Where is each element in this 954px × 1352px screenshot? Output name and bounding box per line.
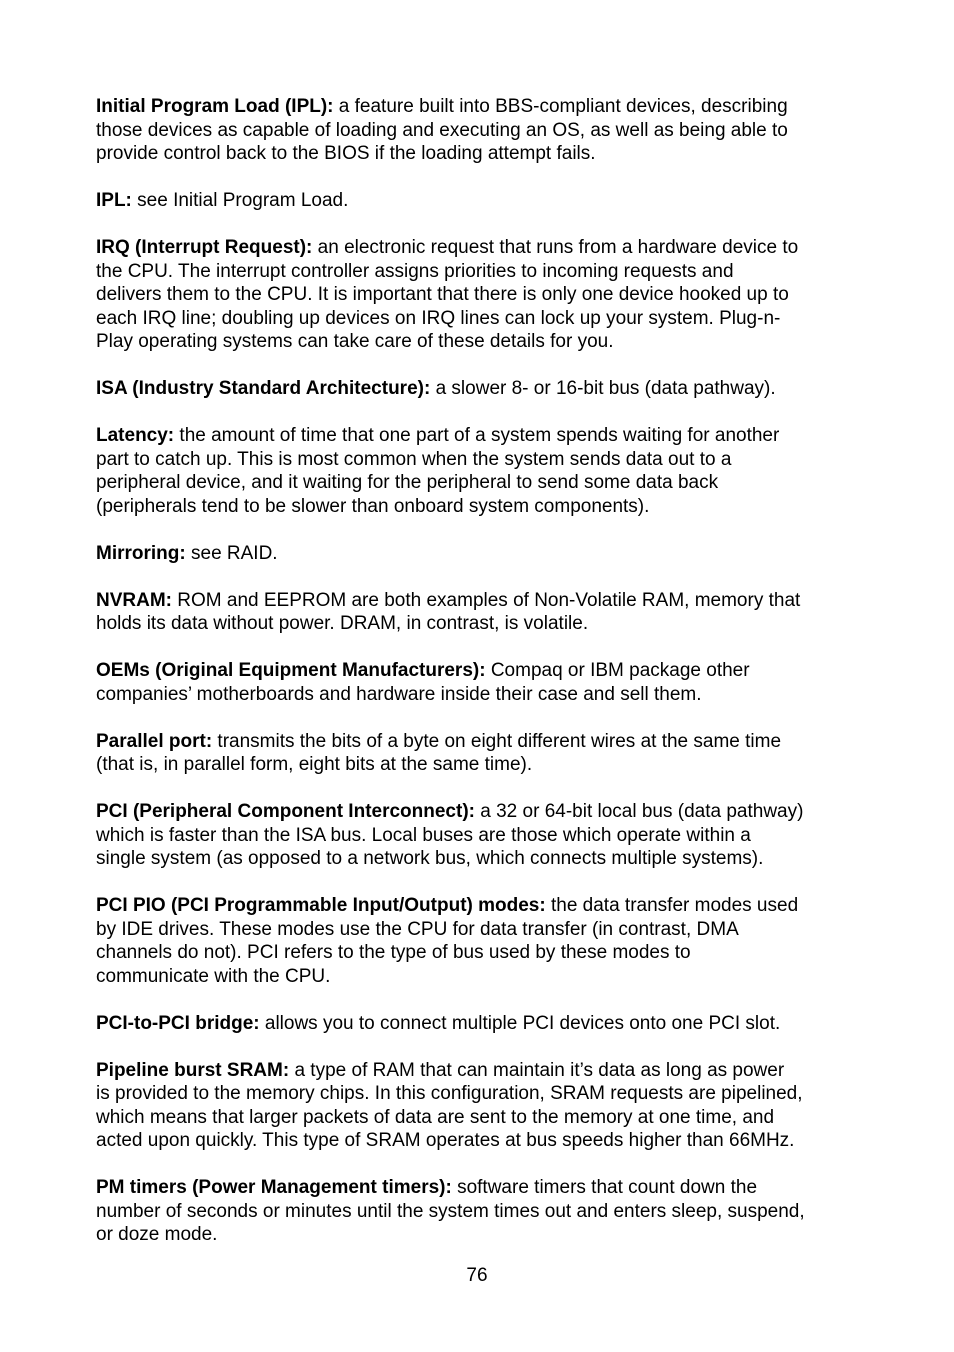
glossary-entry-pci — [96, 800, 871, 871]
glossary-definition: see RAID. — [185, 542, 278, 564]
glossary-entry-latency — [96, 424, 871, 518]
glossary-entry-oems — [96, 659, 871, 706]
glossary-entry-ipl-full — [96, 95, 871, 166]
glossary-entry-ipl — [96, 189, 871, 213]
glossary-definition: software timers that count down the number of seconds or minutes until the system times out and enters sleep, suspend, or doze mode. — [96, 1177, 805, 1245]
glossary-entry-pm-timers — [96, 1176, 871, 1247]
glossary-definition: see Initial Program Load. — [131, 190, 349, 211]
glossary-entry-irq — [96, 236, 871, 354]
glossary-entry-mirroring — [96, 542, 871, 566]
glossary-entry-isa — [96, 377, 871, 401]
glossary-definition: ROM and EEPROM are both examples of Non-Volatile RAM, memory that holds its data without power. DRAM, in contrast, is volatile. — [96, 589, 801, 634]
glossary-term: Pipeline burst SRAM: — [96, 1059, 290, 1081]
glossary-definition: Compaq or IBM package other companies’ motherboards and hardware inside their case and sell them. — [96, 660, 750, 705]
glossary-page — [96, 95, 871, 1270]
glossary-term: PCI-to-PCI bridge: — [96, 1012, 260, 1034]
glossary-definition: the data transfer modes used by IDE drives. These modes use the CPU for data transfer (in contrast, DMA channels do not). PCI refers to the type of bus used by these modes to communicate with the CPU. — [96, 895, 799, 987]
glossary-definition: a feature built into BBS-compliant devices, describing those devices as capable of loading and executing an OS, as well as being able to provide control back to the BIOS if the loading attempt fails. — [96, 96, 788, 164]
glossary-definition: an electronic request that runs from a hardware device to the CPU. The interrupt controller assigns priorities to incoming requests and delivers them to the CPU. It is important that there is only one device hooked up to each IRQ line; doubling up devices on IRQ lines can lock up your system. Plug-n- Play operating systems can take care of these details for you. — [96, 237, 799, 352]
glossary-term: ISA (Industry Standard Architecture): — [96, 378, 431, 399]
glossary-definition: a 32 or 64-bit local bus (data pathway) which is faster than the ISA bus. Local buses are those which operate within a single system (as opposed to a network bus, which connects multiple systems). — [96, 801, 804, 869]
glossary-definition: transmits the bits of a byte on eight different wires at the same time (that is, in parallel form, eight bits at the same time). — [96, 730, 782, 775]
page-number: 76 — [466, 1265, 488, 1286]
glossary-term: PCI PIO (PCI Programmable Input/Output) modes: — [96, 895, 546, 916]
glossary-term: Mirroring: — [96, 542, 186, 564]
glossary-entry-parallel-port — [96, 730, 871, 777]
glossary-term: Initial Program Load (IPL): — [96, 96, 334, 117]
glossary-term: IPL: — [96, 190, 132, 211]
glossary-term: IRQ (Interrupt Request): — [96, 237, 313, 258]
glossary-term: OEMs (Original Equipment Manufacturers): — [96, 660, 486, 681]
glossary-entry-nvram — [96, 589, 871, 636]
glossary-entry-pci-bridge — [96, 1012, 871, 1036]
glossary-term: Parallel port: — [96, 730, 213, 752]
glossary-definition: a slower 8- or 16-bit bus (data pathway). — [430, 378, 776, 399]
glossary-term: PM timers (Power Management timers): — [96, 1177, 452, 1198]
glossary-term: PCI (Peripheral Component Interconnect): — [96, 801, 475, 822]
glossary-entry-pci-pio — [96, 894, 871, 988]
glossary-term: Latency: — [96, 425, 175, 446]
glossary-term: NVRAM: — [96, 589, 172, 611]
glossary-definition: a type of RAM that can maintain it’s data as long as power is provided to the memory chips. In this configuration, SRAM requests are pipelined, which means that larger packets of data are sent to the memory at one time, and acted upon quickly. This type of SRAM operates at bus speeds higher than 66MHz. — [96, 1059, 803, 1151]
glossary-entry-pipeline-burst-sram — [96, 1059, 871, 1153]
glossary-definition: the amount of time that one part of a system spends waiting for another part to catch up. This is most common when the system sends data out to a peripheral device, and it waiting for the peripheral to send some data back (peripherals tend to be slower than onboard system components). — [96, 425, 780, 517]
glossary-definition: allows you to connect multiple PCI devices onto one PCI slot. — [259, 1012, 781, 1034]
